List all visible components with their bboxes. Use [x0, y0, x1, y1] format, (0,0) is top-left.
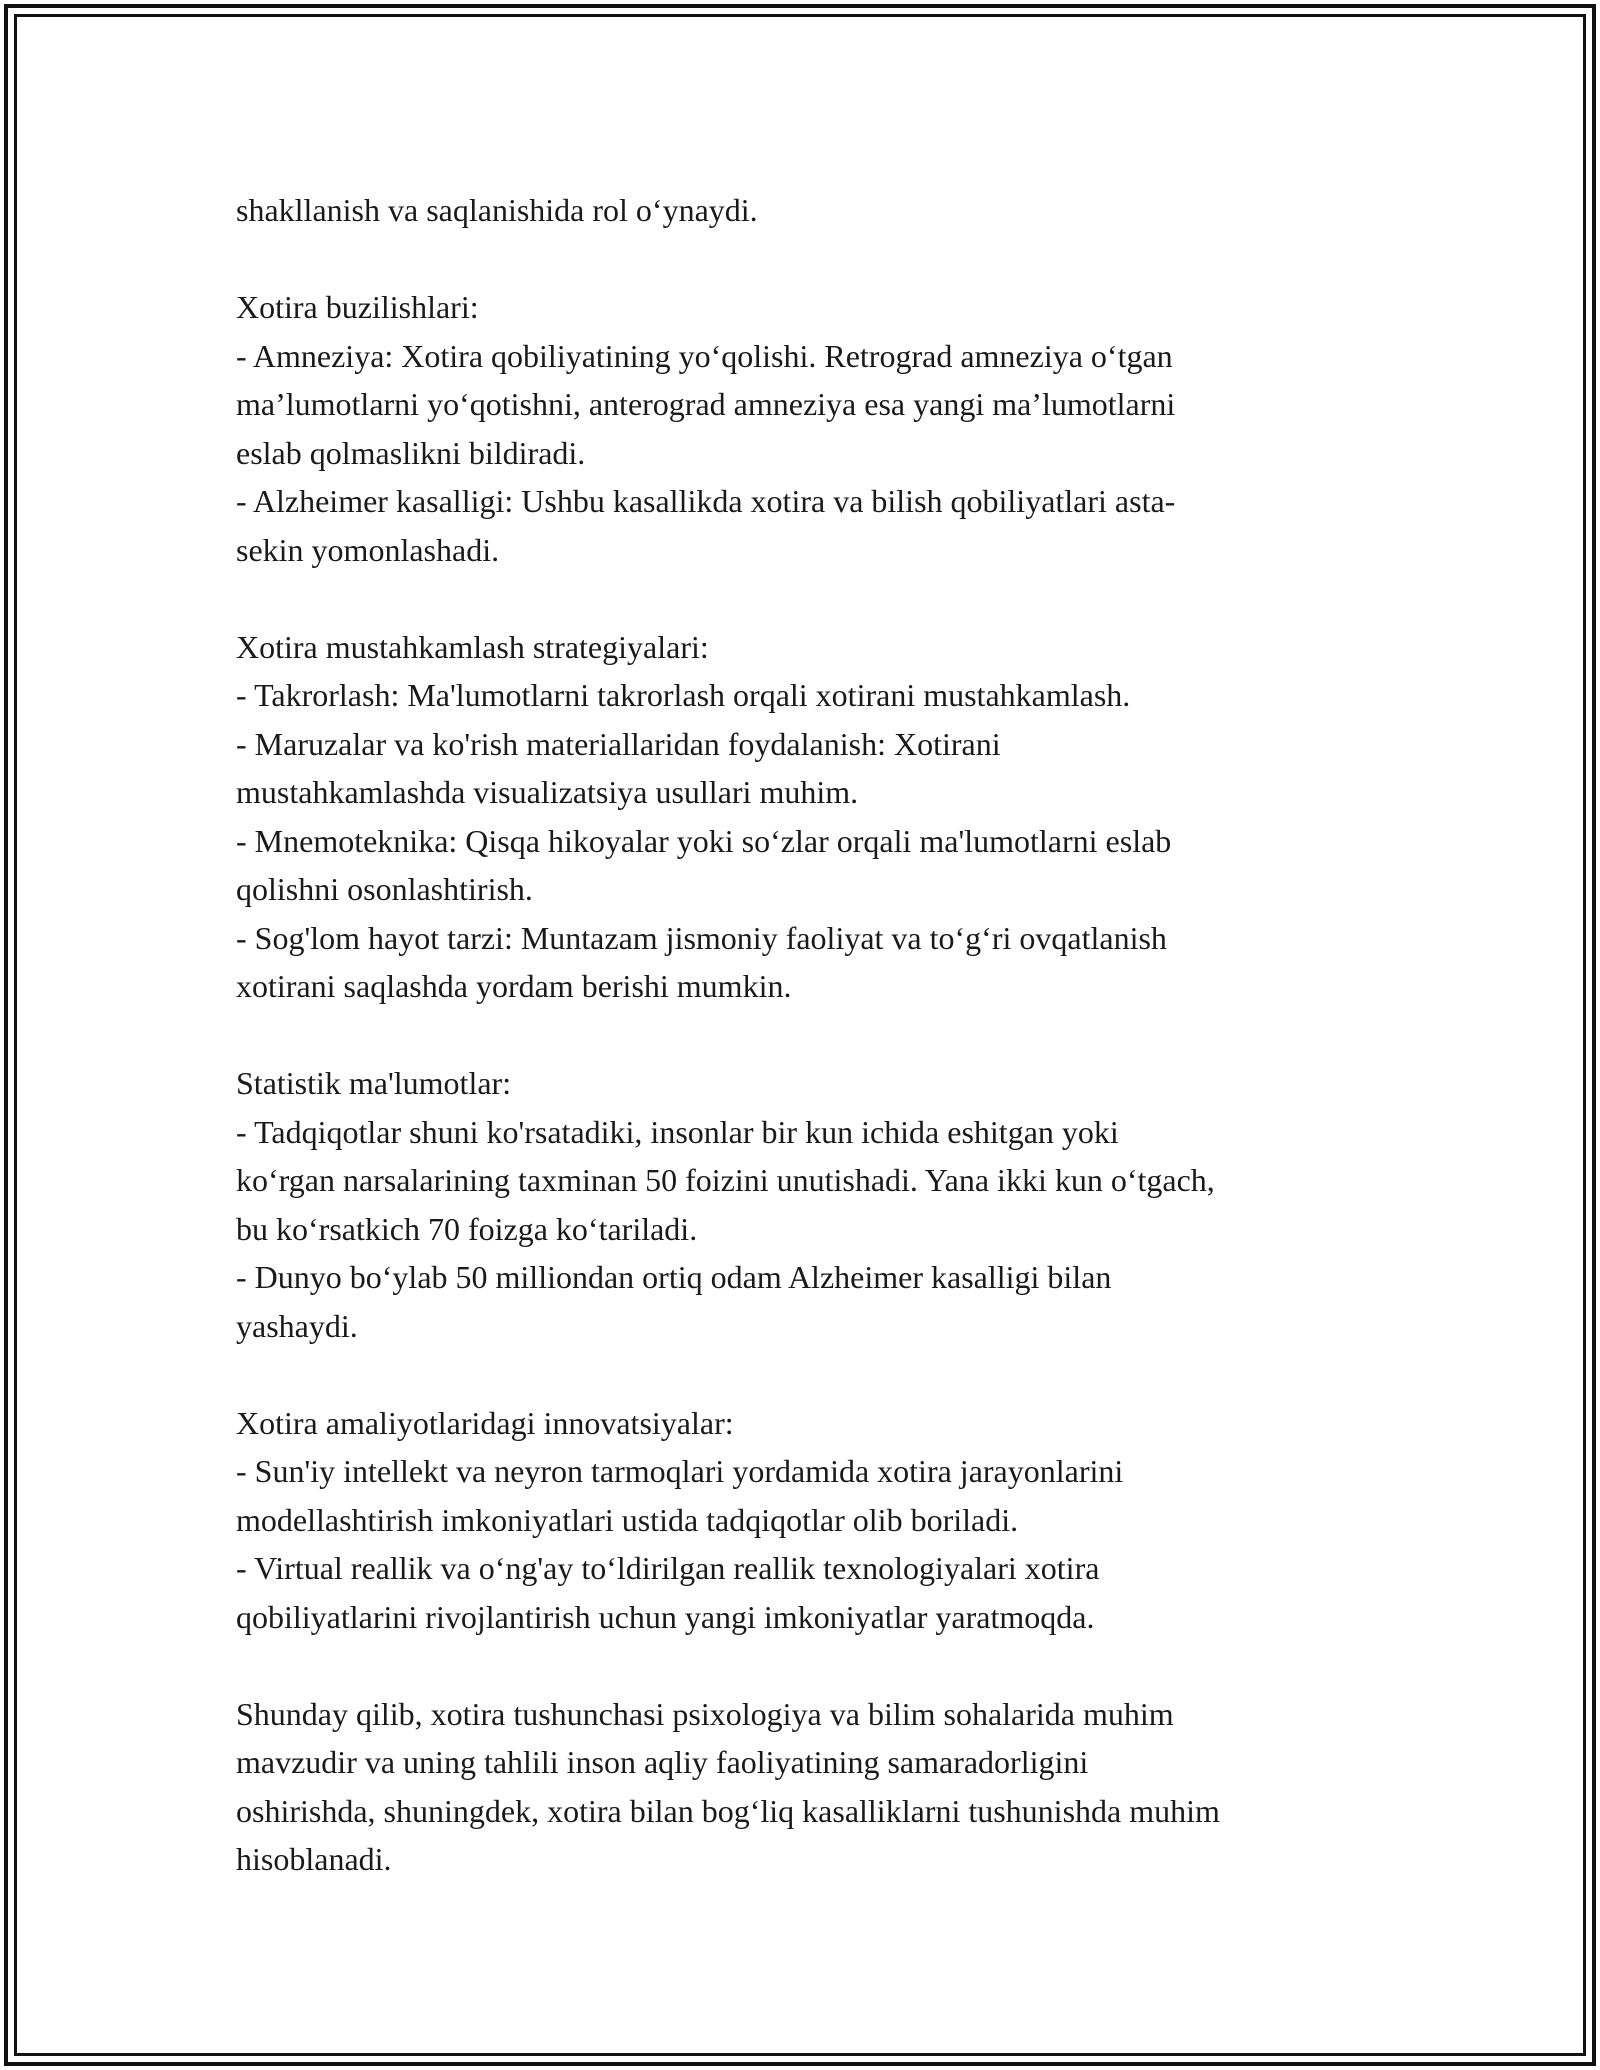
text-line: - Sog'lom hayot tarzi: Muntazam jismoniy faoliyat va to‘g‘ri ovqatlanish: [236, 919, 1167, 956]
paragraph-gap: [236, 1011, 1396, 1060]
section-heading: Xotira amaliyotlaridagi innovatsiyalar:: [236, 1404, 734, 1441]
text-line: yashaydi.: [236, 1307, 358, 1344]
text-line: mavzudir va uning tahlili inson aqliy faoliyatining samaradorligini: [236, 1744, 1089, 1780]
text-line: sekin yomonlashadi.: [236, 531, 500, 568]
text-line: - Takrorlash: Ma'lumotlarni takrorlash orqali xotirani mustahkamlash.: [236, 677, 1131, 713]
text-line: ma’lumotlarni yo‘qotishni, anterograd amneziya esa yangi ma’lumotlarni: [236, 386, 1176, 422]
text-line: - Sun'iy intellekt va neyron tarmoqlari yordamida xotira jarayonlarini: [236, 1453, 1124, 1489]
text-line: qolishni osonlashtirish.: [236, 871, 533, 907]
section-heading: Xotira buzilishlari:: [236, 289, 479, 325]
text-line: Shunday qilib, xotira tushunchasi psixologiya va bilim sohalarida muhim: [236, 1695, 1174, 1732]
text-line: - Mnemoteknika: Qisqa hikoyalar yoki so‘zlar orqali ma'lumotlarni eslab: [236, 822, 1172, 859]
text-line: - Tadqiqotlar shuni ko'rsatadiki, insonlar bir kun ichida eshitgan yoki: [236, 1113, 1119, 1150]
text-line: - Alzheimer kasalligi: Ushbu kasallikda xotira va bilish qobiliyatlari asta-: [236, 483, 1176, 519]
text-line: hisoblanadi.: [236, 1841, 392, 1877]
text-line: - Amneziya: Xotira qobiliyatining yo‘qolishi. Retrograd amneziya o‘tgan: [236, 337, 1173, 374]
paragraph-gap: [236, 1641, 1396, 1690]
text-line: eslab qolmaslikni bildiradi.: [236, 434, 586, 471]
section-heading: Statistik ma'lumotlar:: [236, 1065, 512, 1101]
paragraph-gap: [236, 235, 1396, 284]
text-line: xotirani saqlashda yordam berishi mumkin.: [236, 968, 792, 1004]
text-line: - Virtual reallik va o‘ng'ay to‘ldirilgan reallik texnologiyalari xotira: [236, 1550, 1100, 1586]
document-body: [236, 186, 1396, 1884]
section-heading: Xotira mustahkamlash strategiyalari:: [236, 628, 709, 665]
text-line: oshirishda, shuningdek, xotira bilan bog‘liq kasalliklarni tushunishda muhim: [236, 1792, 1220, 1829]
text-line: qobiliyatlarini rivojlantirish uchun yangi imkoniyatlar yaratmoqda.: [236, 1598, 1095, 1635]
text-line: bu ko‘rsatkich 70 foizga ko‘tariladi.: [236, 1210, 698, 1247]
text-line: mustahkamlashda visualizatsiya usullari muhim.: [236, 774, 859, 810]
text-line: shakllanish va saqlanishida rol o‘ynaydi.: [236, 192, 758, 228]
paragraph-gap: [236, 1350, 1396, 1399]
text-line: ko‘rgan narsalarining taxminan 50 foizini unutishadi. Yana ikki kun o‘tgach,: [236, 1162, 1215, 1198]
text-line: - Dunyo bo‘ylab 50 milliondan ortiq odam Alzheimer kasalligi bilan: [236, 1259, 1112, 1295]
text-line: modellashtirish imkoniyatlari ustida tadqiqotlar olib boriladi.: [236, 1501, 1019, 1538]
paragraph-gap: [236, 574, 1396, 623]
text-line: - Maruzalar va ko'rish materiallaridan foydalanish: Xotirani: [236, 725, 1001, 762]
